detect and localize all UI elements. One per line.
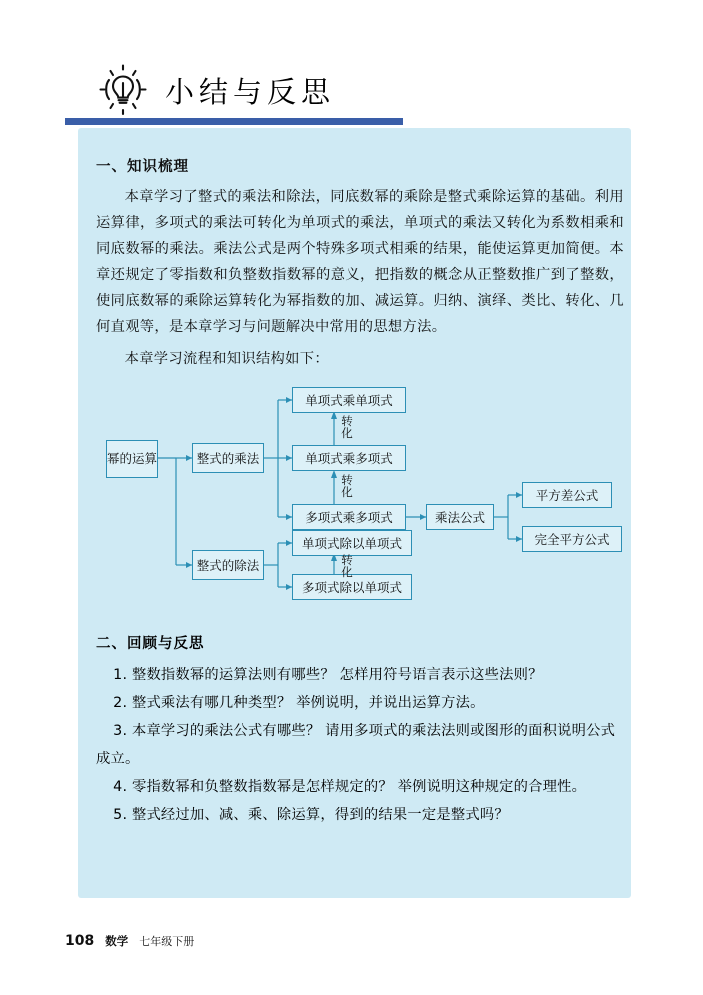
diagram-node-diff-squares: 平方差公式 [522, 482, 612, 508]
question-item: 2. 整式乘法有哪几种类型？ 举例说明，并说出运算方法。 [113, 695, 485, 711]
knowledge-structure-diagram [96, 375, 626, 625]
section1-paragraph1: 本章学习了整式的乘法和除法，同底数幂的乘除是整式乘除运算的基础。利用运算律，多项式的乘法可转化为单项式的乘法，单项式的乘法又转化为系数相乘和同底数幂的乘法。乘法公式是两个特殊多项式相乘的结果，能使运算更加简便。本章还规定了零指数和负整数指数幂的意义，把指数的概念从正整数推广到了整数，使同底数幂的乘除运算转化为幂指数的加、减运算。归纳、演绎、类比、转化、几何直观等，是本章学习与问题解决中常用的思想方法。 [96, 189, 624, 335]
page-title: 小结与反思 [165, 74, 336, 109]
question-item: 4. 零指数幂和负整数指数幂是怎样规定的？ 举例说明这种规定的合理性。 [113, 779, 587, 795]
diagram-label-convert-2: 转化 [341, 473, 353, 499]
diagram-node-mono-div-mono: 单项式除以单项式 [292, 530, 412, 556]
diagram-node-poly-div-mono: 多项式除以单项式 [292, 574, 412, 600]
diagram-node-mono-poly: 单项式乘多项式 [292, 445, 406, 471]
knowledge-review-section [96, 155, 624, 372]
diagram-node-mul: 整式的乘法 [192, 443, 264, 473]
question-item: 3. 本章学习的乘法公式有哪些？ 请用多项式的乘法法则或图形的面积说明公式成立。 [96, 723, 616, 767]
footer-grade: 七年级下册 [139, 935, 195, 948]
page-footer [65, 933, 194, 949]
page-number: 108 [65, 933, 95, 949]
reflection-section [96, 632, 624, 829]
footer-subject: 数学 [105, 934, 129, 948]
question-item: 1. 整数指数幂的运算法则有哪些？ 怎样用符号语言表示这些法则？ [113, 667, 543, 683]
diagram-node-div: 整式的除法 [192, 550, 264, 580]
section1-title: 一、知识梳理 [96, 159, 189, 175]
section1-paragraph2: 本章学习流程和知识结构如下： [124, 351, 329, 367]
question-item: 5. 整式经过加、减、乘、除运算，得到的结果一定是整式吗？ [113, 807, 509, 823]
diagram-label-convert-1: 转化 [341, 414, 353, 440]
diagram-node-poly-poly: 多项式乘多项式 [292, 504, 406, 530]
diagram-node-mono-mono: 单项式乘单项式 [292, 387, 406, 413]
section2-title: 二、回顾与反思 [96, 636, 205, 652]
diagram-node-formula: 乘法公式 [426, 504, 494, 530]
diagram-node-root: 幂的运算 [106, 440, 158, 478]
lightbulb-icon [95, 62, 151, 118]
diagram-node-perfect-square: 完全平方公式 [522, 526, 622, 552]
header-rule [65, 118, 403, 125]
page-header [95, 62, 335, 118]
diagram-label-convert-3: 转化 [341, 553, 353, 579]
